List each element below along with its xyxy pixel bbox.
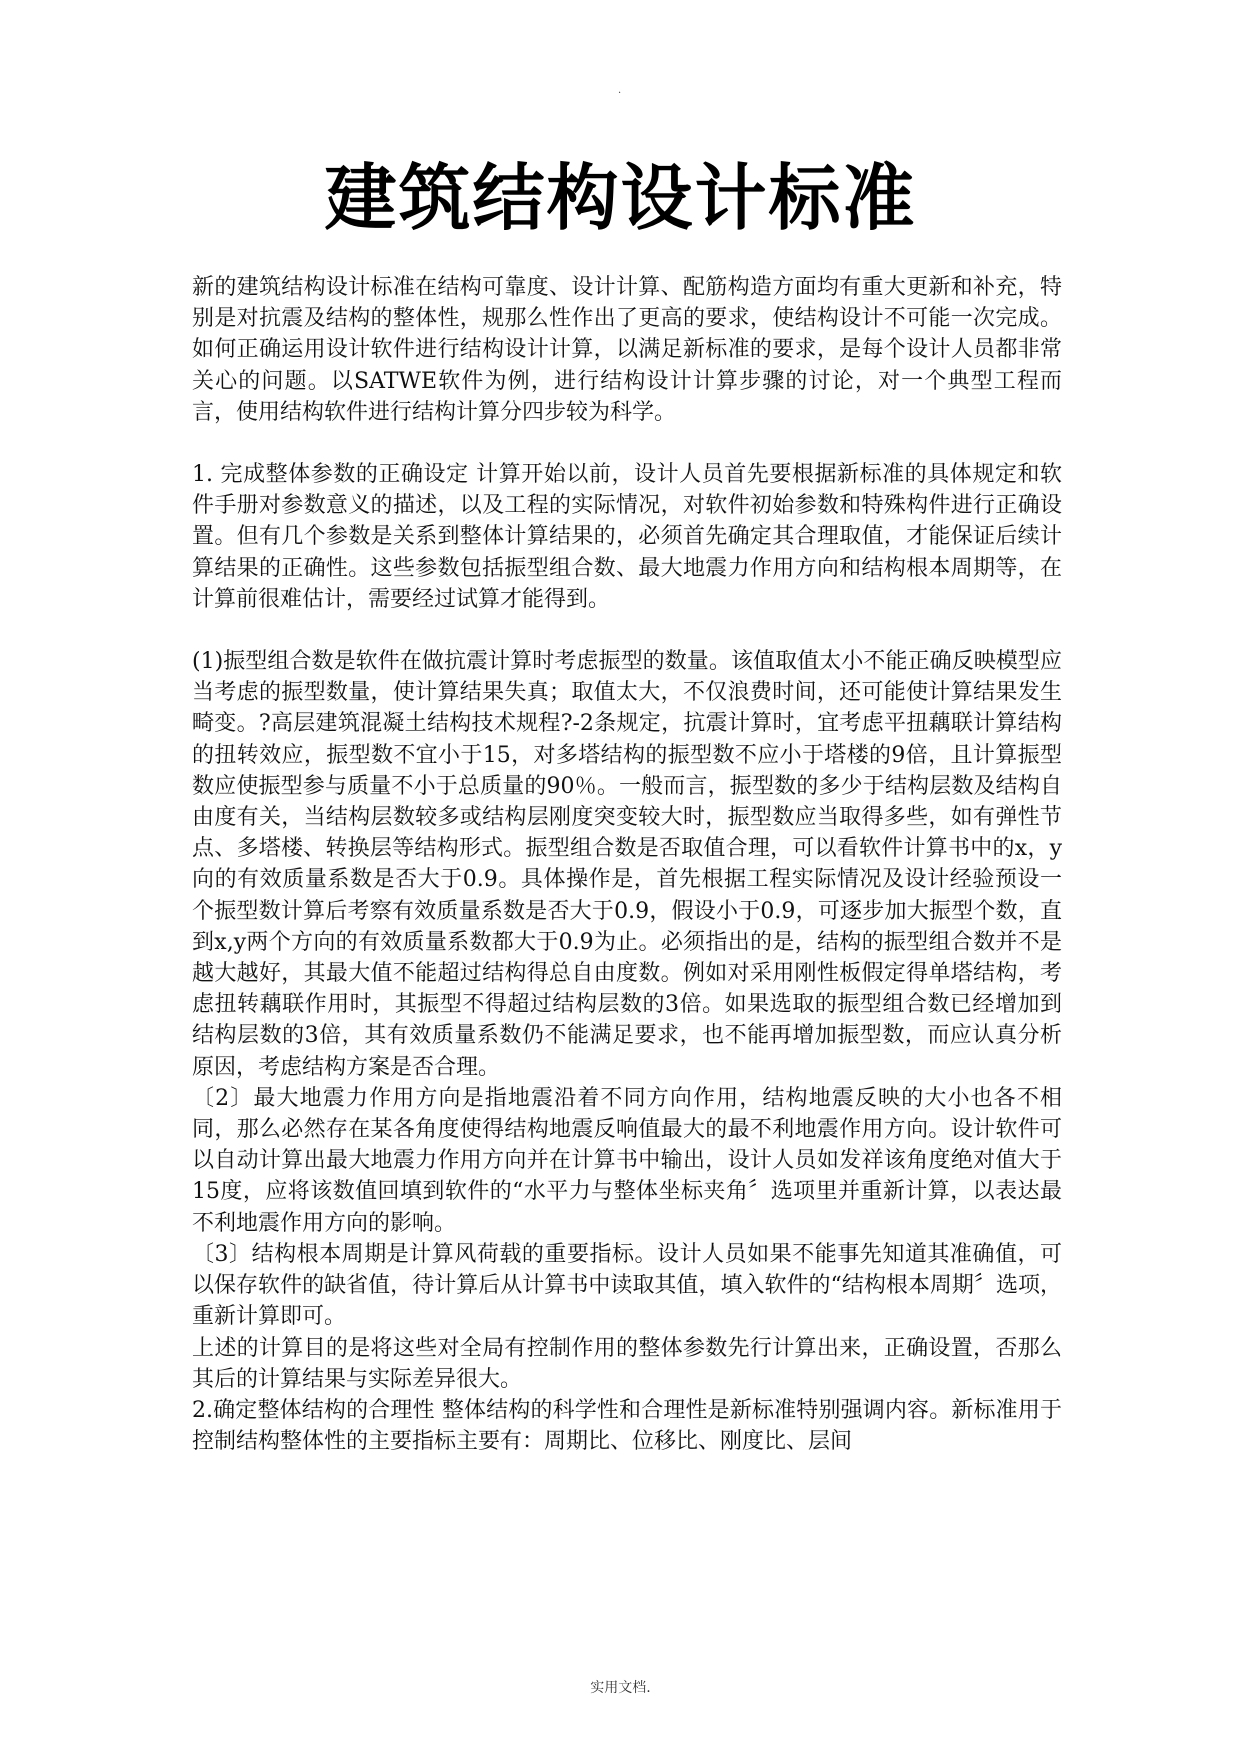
paragraph-step-2: 2.确定整体结构的合理性 整体结构的科学性和合理性是新标准特别强调内容。新标准用于控制结构整体性的主要指标主要有：周期比、位移比、刚度比、层间 [192, 1397, 1062, 1455]
paragraph-seismic-direction: 〔2〕最大地震力作用方向是指地震沿着不同方向作用，结构地震反映的大小也各不相同，那么必然存在某各角度使得结构地震反响值最大的最不利地震作用方向。设计软件可以自动计算出最大地震力作用方向并在计算书中输出，设计人员如发祥该角度绝对值大于15度，应将该数值回填到软件的“水平力与整体坐标夹角〞选项里并重新计算，以表达最不利地震作用方向的影响。 [192, 1085, 1062, 1236]
paragraph-step-1: 1. 完成整体参数的正确设定 计算开始以前，设计人员首先要根据新标准的具体规定和软件手册对参数意义的描述，以及工程的实际情况，对软件初始参数和特殊构件进行正确设置。但有几个参数是关系到整体计算结果的，必须首先确定其合理取值，才能保证后续计算结果的正确性。这些参数包括振型组合数、最大地震力作用方向和结构根本周期等，在计算前很难估计，需要经过试算才能得到。 [192, 462, 1062, 612]
paragraph-purpose: 上述的计算目的是将这些对全局有控制作用的整体参数先行计算出来，正确设置，否那么其后的计算结果与实际差异很大。 [192, 1335, 1062, 1392]
paragraph-fundamental-period: 〔3〕结构根本周期是计算风荷载的重要指标。设计人员如果不能事先知道其准确值，可以保存软件的缺省值，待计算后从计算书中读取其值，填入软件的“结构根本周期〞选项，重新计算即可。 [192, 1241, 1062, 1330]
paragraph-intro: 新的建筑结构设计标准在结构可靠度、设计计算、配筋构造方面均有重大更新和补充，特别是对抗震及结构的整体性，规那么性作出了更高的要求，使结构设计不可能一次完成。如何正确运用设计软件进行结构设计计算，以满足新标准的要求，是每个设计人员都非常关心的问题。以SATWE软件为例，进行结构设计计算步骤的讨论，对一个典型工程而言，使用结构软件进行结构计算分四步较为科学。 [192, 275, 1062, 425]
page-footer: 实用文档. [590, 1680, 651, 1696]
document-body [192, 272, 1062, 1457]
paragraph-mode-count: (1)振型组合数是软件在做抗震计算时考虑振型的数量。该值取值太小不能正确反映模型应当考虑的振型数量，使计算结果失真；取值太大，不仅浪费时间，还可能使计算结果发生畸变。?高层建筑混凝土结构技术规程?-2条规定，抗震计算时，宜考虑平扭藕联计算结构的扭转效应，振型数不宜小于15，对多塔结构的振型数不应小于塔楼的9倍，且计算振型数应使振型参与质量不小于总质量的90％。一般而言，振型数的多少于结构层数及结构自由度有关，当结构层数较多或结构层刚度突变较大时，振型数应当取得多些，如有弹性节点、多塔楼、转换层等结构形式。振型组合数是否取值合理，可以看软件计算书中的x，y向的有效质量系数是否大于0.9。具体操作是，首先根据工程实际情况及设计经验预设一个振型数计算后考察有效质量系数是否大于0.9，假设小于0.9，可逐步加大振型个数，直到x,y两个方向的有效质量系数都大于0.9为止。必须指出的是，结构的振型组合数并不是越大越好，其最大值不能超过结构得总自由度数。例如对采用刚性板假定得单塔结构，考虑扭转藕联作用时，其振型不得超过结构层数的3倍。如果选取的振型组合数已经增加到结构层数的3倍，其有效质量系数仍不能满足要求，也不能再增加振型数，而应认真分析原因，考虑结构方案是否合理。 [192, 649, 1062, 1080]
header-mark: . [618, 85, 622, 96]
document-title: 建筑结构设计标准 [324, 156, 917, 240]
